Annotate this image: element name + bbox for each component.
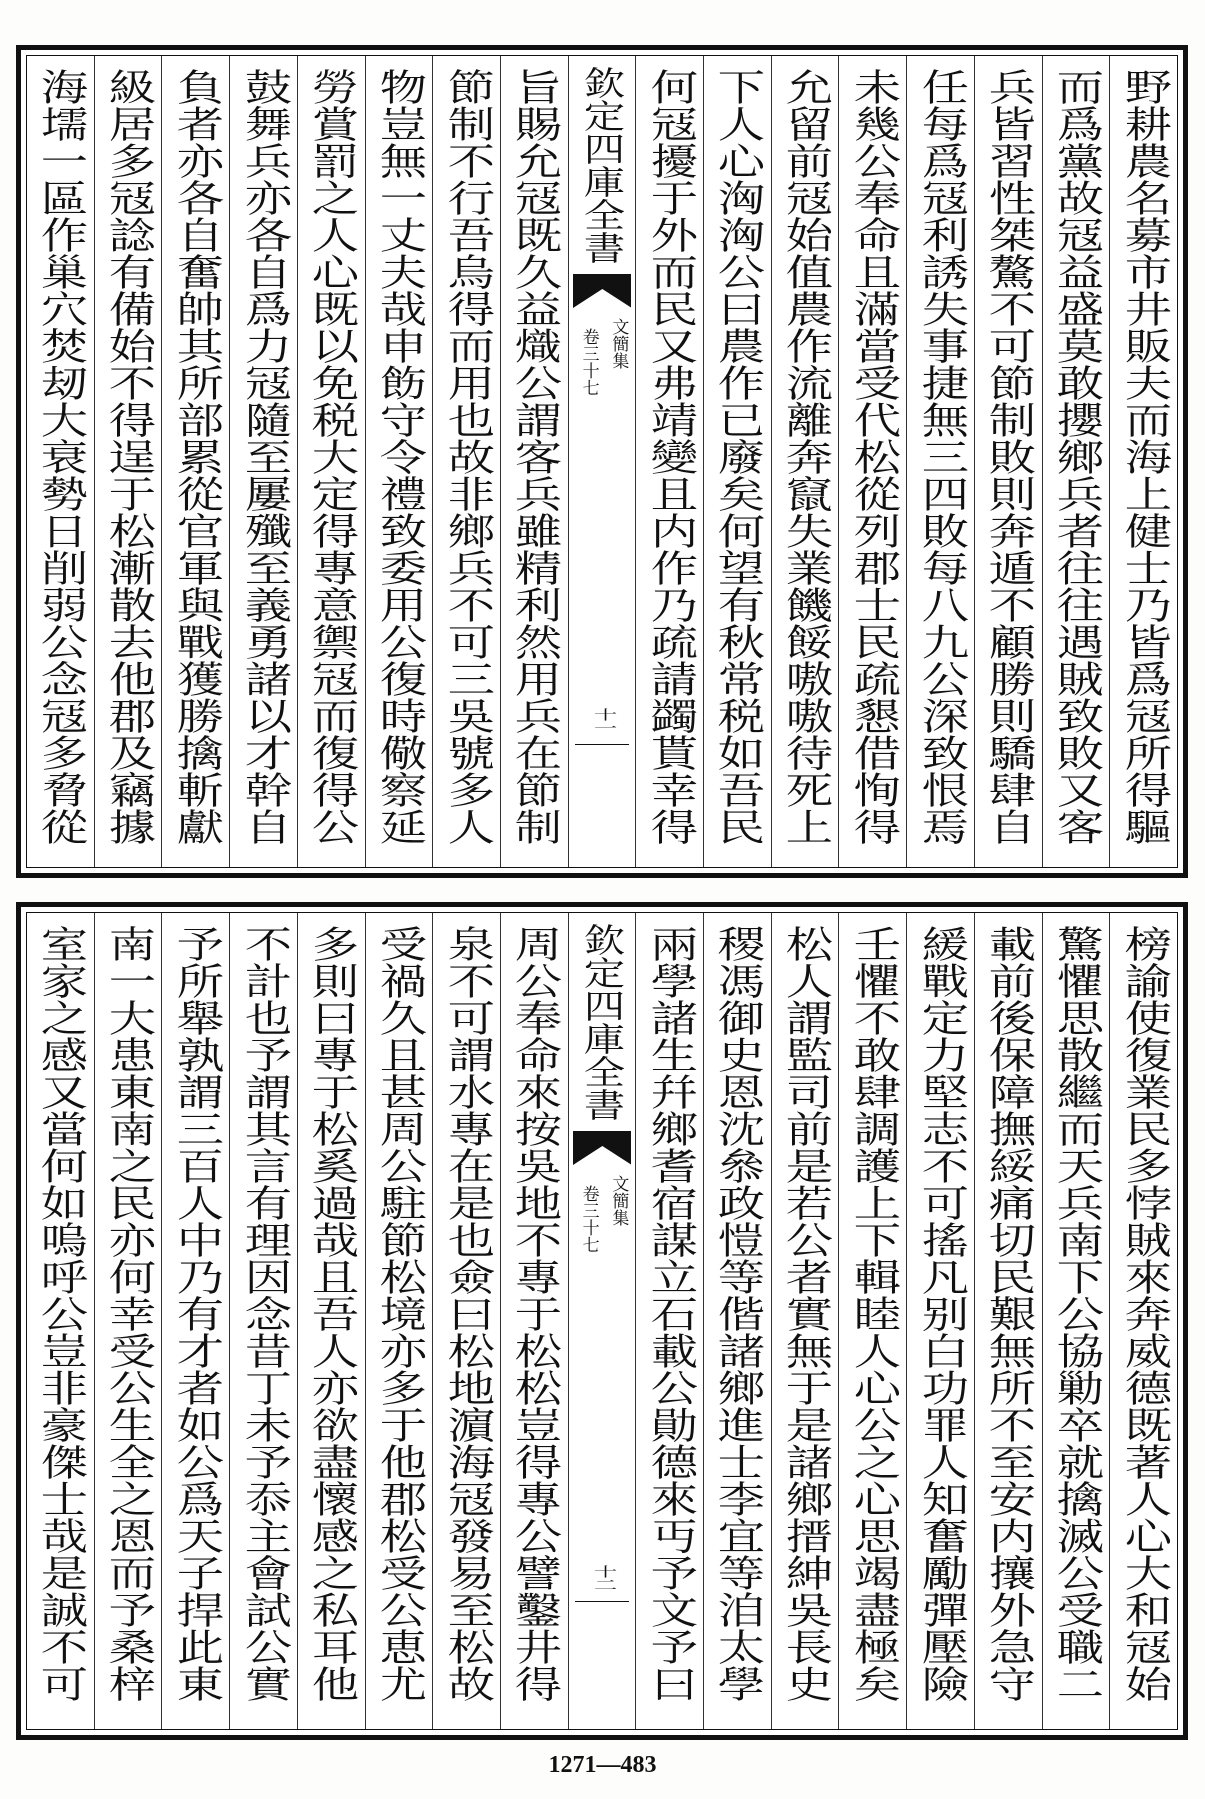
column-text: 泉不可謂水專在是也僉曰松地濵海冦發易至松故 xyxy=(439,925,495,1702)
text-column xyxy=(703,56,771,867)
column-text: 稷馮御史恩沈叅政愷等偕諸鄉進士李宜等洎太學 xyxy=(709,925,765,1702)
juan-number: 卷三十七 xyxy=(578,328,599,396)
column-text: 勞賞罰之人心既以免税大定得專意禦冦而復得公 xyxy=(303,68,359,845)
text-column xyxy=(297,56,365,867)
text-column xyxy=(27,56,94,867)
banxin-column xyxy=(568,56,636,867)
column-text: 驚懼思散繼而天兵南下公協勦卒就擒滅公受職二 xyxy=(1048,925,1104,1702)
book-title: 文簡集 xyxy=(608,318,629,369)
text-column xyxy=(1042,56,1110,867)
text-frame xyxy=(26,912,1178,1730)
column-text: 級居多冦諗有備始不得逞于松漸散去他郡及竊據 xyxy=(100,68,156,845)
text-column xyxy=(974,913,1042,1729)
text-column xyxy=(500,56,568,867)
column-text: 節制不行吾烏得而用也故非鄉兵不可三吳號多人 xyxy=(439,68,495,845)
column-text: 未幾公奉命且滿當受代松從列郡士民疏懇借恂得 xyxy=(845,68,901,845)
fishtail-mark-icon xyxy=(573,274,632,308)
folio-number: 十一 xyxy=(588,708,616,734)
column-text: 野耕農名募市井販夫而海上健士乃皆爲冦所得驅 xyxy=(1116,68,1172,845)
text-column xyxy=(94,913,162,1729)
column-text: 任每爲冦利誘失事捷無三四敗每八九公深致恨焉 xyxy=(913,68,969,845)
text-column xyxy=(838,913,906,1729)
column-text: 松人謂監司前是若公者實無于是諸鄉搢紳吳長史 xyxy=(777,925,833,1702)
column-text: 鼓舞兵亦各自爲力冦隨至屢殲至義勇諸以才幹自 xyxy=(235,68,292,845)
text-column xyxy=(906,56,974,867)
column-text: 物豈無一丈夫哉申飭守令禮致委用公復時儆察延 xyxy=(371,68,427,845)
page-panel-top xyxy=(16,45,1188,878)
column-text: 緩戰定力堅志不可搖凡别白功罪人知奮勵彈壓險 xyxy=(913,925,969,1702)
text-column xyxy=(94,56,162,867)
folio-rule xyxy=(575,1601,630,1602)
collection-title: 欽定四庫全書 xyxy=(577,66,627,264)
juan-number: 卷三十七 xyxy=(578,1185,599,1253)
column-text: 不計也予謂其言有理因念昔丁未予忝主會試公實 xyxy=(235,925,292,1702)
column-text: 南一大患東南之民亦何幸受公生全之恩而予桑梓 xyxy=(100,925,156,1702)
text-column xyxy=(161,913,229,1729)
column-text: 海壖一區作巢穴焚刼大衰勢日削弱公念冦多脅從 xyxy=(32,68,88,845)
text-frame xyxy=(26,55,1178,868)
text-column xyxy=(297,913,365,1729)
column-text: 周公奉命來按吳地不專于松松豈得專公譬鑿井得 xyxy=(506,925,562,1702)
text-column xyxy=(432,56,500,867)
fishtail-mark-icon xyxy=(573,1131,632,1165)
text-column xyxy=(974,56,1042,867)
text-column xyxy=(1109,56,1177,867)
folio-number: 十二 xyxy=(588,1565,616,1591)
text-column xyxy=(771,56,839,867)
column-text: 負者亦各自奮帥其所部累從官軍與戰獲勝擒斬獻 xyxy=(168,68,224,845)
text-column xyxy=(500,913,568,1729)
column-text: 載前後保障撫綏痛切民艱無所不至安内攘外急守 xyxy=(980,925,1036,1702)
text-column xyxy=(1042,913,1110,1729)
text-column xyxy=(1109,913,1177,1729)
text-column xyxy=(906,913,974,1729)
text-column xyxy=(161,56,229,867)
text-column xyxy=(229,913,297,1729)
text-column xyxy=(703,913,771,1729)
collection-title: 欽定四庫全書 xyxy=(577,923,627,1121)
column-text: 而爲黨故冦益盛莫敢攖鄉兵者往往遇賊致敗又客 xyxy=(1048,68,1104,845)
text-column xyxy=(635,56,703,867)
text-column xyxy=(432,913,500,1729)
column-text: 旨賜允冦既久益熾公謂客兵雖精利然用兵在節制 xyxy=(506,68,562,845)
column-text: 下人心洶洶公曰農作已廢矣何望有秋常税如吾民 xyxy=(709,68,765,845)
text-column xyxy=(365,913,433,1729)
folio-rule xyxy=(575,744,630,745)
reprint-page-code: 1271—483 xyxy=(548,1752,657,1778)
text-column xyxy=(635,913,703,1729)
page-panel-bottom xyxy=(16,902,1188,1740)
column-text: 壬懼不敢肆調護上下輯睦人心公之心思竭盡極矣 xyxy=(845,925,901,1702)
text-column xyxy=(229,56,297,867)
text-column xyxy=(27,913,94,1729)
text-column xyxy=(365,56,433,867)
column-text: 兵皆習性桀驁不可節制敗則奔遁不顧勝則驕肆自 xyxy=(980,68,1036,845)
column-text: 室家之感又當何如嗚呼公豈非豪傑士哉是誠不可 xyxy=(32,925,88,1702)
column-text: 兩學諸生幷鄉耆宿謀立石載公勛德來丏予文予曰 xyxy=(642,925,698,1702)
column-text: 多則曰專于松奚過哉且吾人亦欲盡懷感之私耳他 xyxy=(303,925,359,1702)
text-column xyxy=(771,913,839,1729)
column-text: 榜諭使復業民多悖賊來奔威德既著人心大和冦始 xyxy=(1116,925,1172,1702)
column-text: 受禍久且甚周公駐節松境亦多于他郡松受公恵尤 xyxy=(371,925,427,1702)
column-text: 何冦擾于外而民又弗靖變且内作乃疏請蠲貰幸得 xyxy=(642,68,698,845)
book-title: 文簡集 xyxy=(608,1175,629,1226)
column-text: 允留前冦始值農作流離奔竄失業饑餒嗷嗷待死上 xyxy=(777,68,833,845)
text-column xyxy=(838,56,906,867)
banxin-column xyxy=(568,913,636,1729)
column-text: 予所舉孰謂三百人中乃有才者如公爲天子捍此東 xyxy=(168,925,224,1702)
